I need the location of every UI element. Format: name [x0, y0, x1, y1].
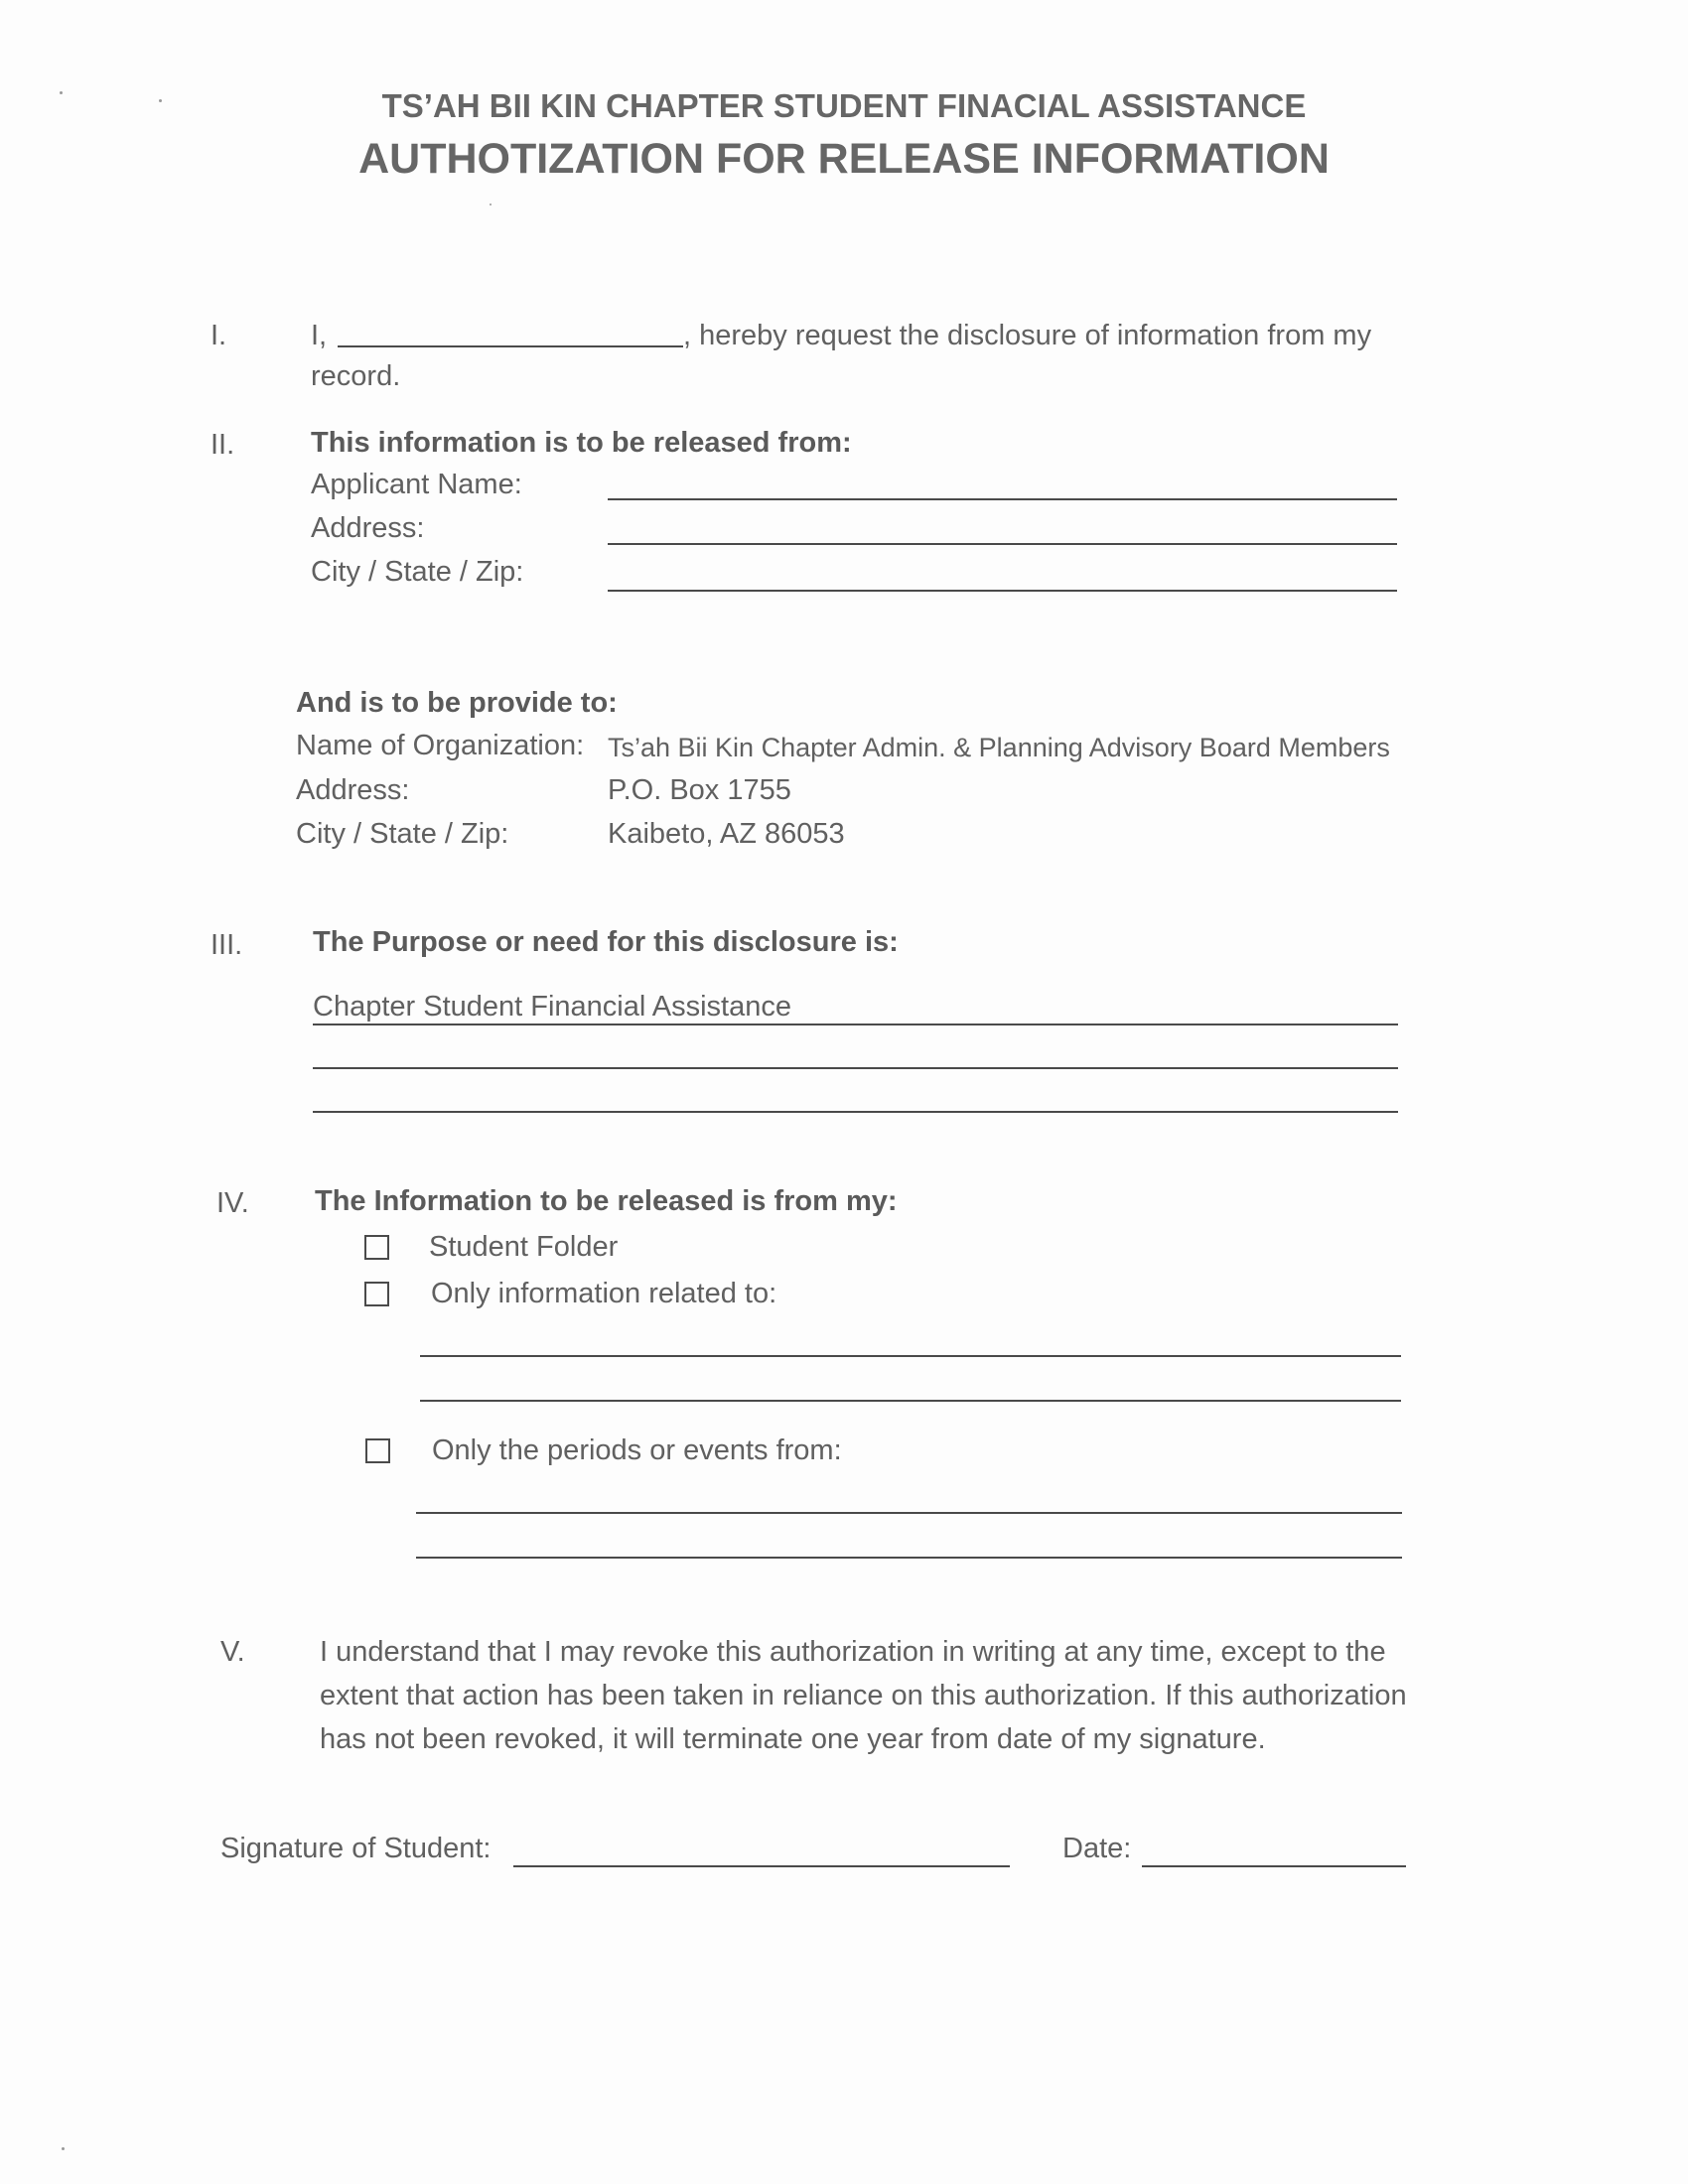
provide-to-heading: And is to be provide to:: [296, 687, 618, 719]
form-subtitle: AUTHOTIZATION FOR RELEASE INFORMATION: [358, 135, 1330, 183]
date-field[interactable]: [1142, 1865, 1406, 1867]
purpose-value: Chapter Student Financial Assistance: [313, 991, 791, 1023]
section-1-prefix: I,: [311, 320, 328, 351]
section-5-line-1: I understand that I may revoke this authorization in writing at any time, except to the: [320, 1636, 1386, 1668]
student-signature-field[interactable]: [513, 1865, 1010, 1867]
applicant-address-label: Address:: [311, 512, 425, 544]
periods-label: Only the periods or events from:: [432, 1434, 842, 1466]
organization-city-value: Kaibeto, AZ 86053: [608, 818, 845, 850]
periods-checkbox[interactable]: [365, 1438, 390, 1463]
section-3-numeral: III.: [211, 929, 243, 961]
section-2-numeral: II.: [211, 429, 235, 461]
section-2-heading: This information is to be released from:: [311, 427, 852, 459]
date-label: Date:: [1062, 1833, 1132, 1864]
section-5-line-3: has not been revoked, it will terminate one year from date of my signature.: [320, 1723, 1266, 1755]
student-signature-label: Signature of Student:: [220, 1833, 492, 1864]
related-info-line-1[interactable]: [420, 1355, 1401, 1357]
purpose-line-3[interactable]: [313, 1111, 1398, 1113]
purpose-line-2[interactable]: [313, 1067, 1398, 1069]
applicant-address-field[interactable]: [608, 543, 1397, 545]
organization-address-value: P.O. Box 1755: [608, 774, 791, 806]
applicant-name-label: Applicant Name:: [311, 469, 522, 500]
section-1-numeral: I.: [211, 320, 227, 351]
organization-city-label: City / State / Zip:: [296, 818, 509, 850]
applicant-city-field[interactable]: [608, 590, 1397, 592]
section-1-text: , hereby request the disclosure of information from my: [683, 320, 1372, 351]
student-folder-label: Student Folder: [429, 1231, 619, 1263]
organization-address-label: Address:: [296, 774, 410, 806]
section-5-numeral: V.: [220, 1636, 245, 1668]
section-4-numeral: IV.: [216, 1187, 249, 1219]
scan-speck: [490, 204, 492, 205]
organization-label: Name of Organization:: [296, 730, 585, 761]
purpose-line-1[interactable]: [313, 1024, 1398, 1025]
periods-line-2[interactable]: [416, 1557, 1402, 1559]
applicant-name-field[interactable]: [608, 498, 1397, 500]
section-5-line-2: extent that action has been taken in reliance on this authorization. If this authorization: [320, 1680, 1407, 1711]
applicant-city-label: City / State / Zip:: [311, 556, 524, 588]
periods-line-1[interactable]: [416, 1512, 1402, 1514]
section-1-text-cont: record.: [311, 360, 401, 392]
scan-speck: [62, 2147, 65, 2150]
related-info-line-2[interactable]: [420, 1400, 1401, 1402]
organization-value: Ts’ah Bii Kin Chapter Admin. & Planning Advisory Board Members: [608, 733, 1390, 762]
related-info-label: Only information related to:: [431, 1278, 777, 1309]
related-info-checkbox[interactable]: [364, 1282, 389, 1306]
section-3-heading: The Purpose or need for this disclosure is:: [313, 926, 899, 958]
form-title: TS’AH BII KIN CHAPTER STUDENT FINACIAL ASSISTANCE: [381, 87, 1307, 124]
student-folder-checkbox[interactable]: [364, 1235, 389, 1260]
requester-name-field[interactable]: [338, 345, 683, 347]
section-4-heading: The Information to be released is from my:: [315, 1185, 898, 1217]
